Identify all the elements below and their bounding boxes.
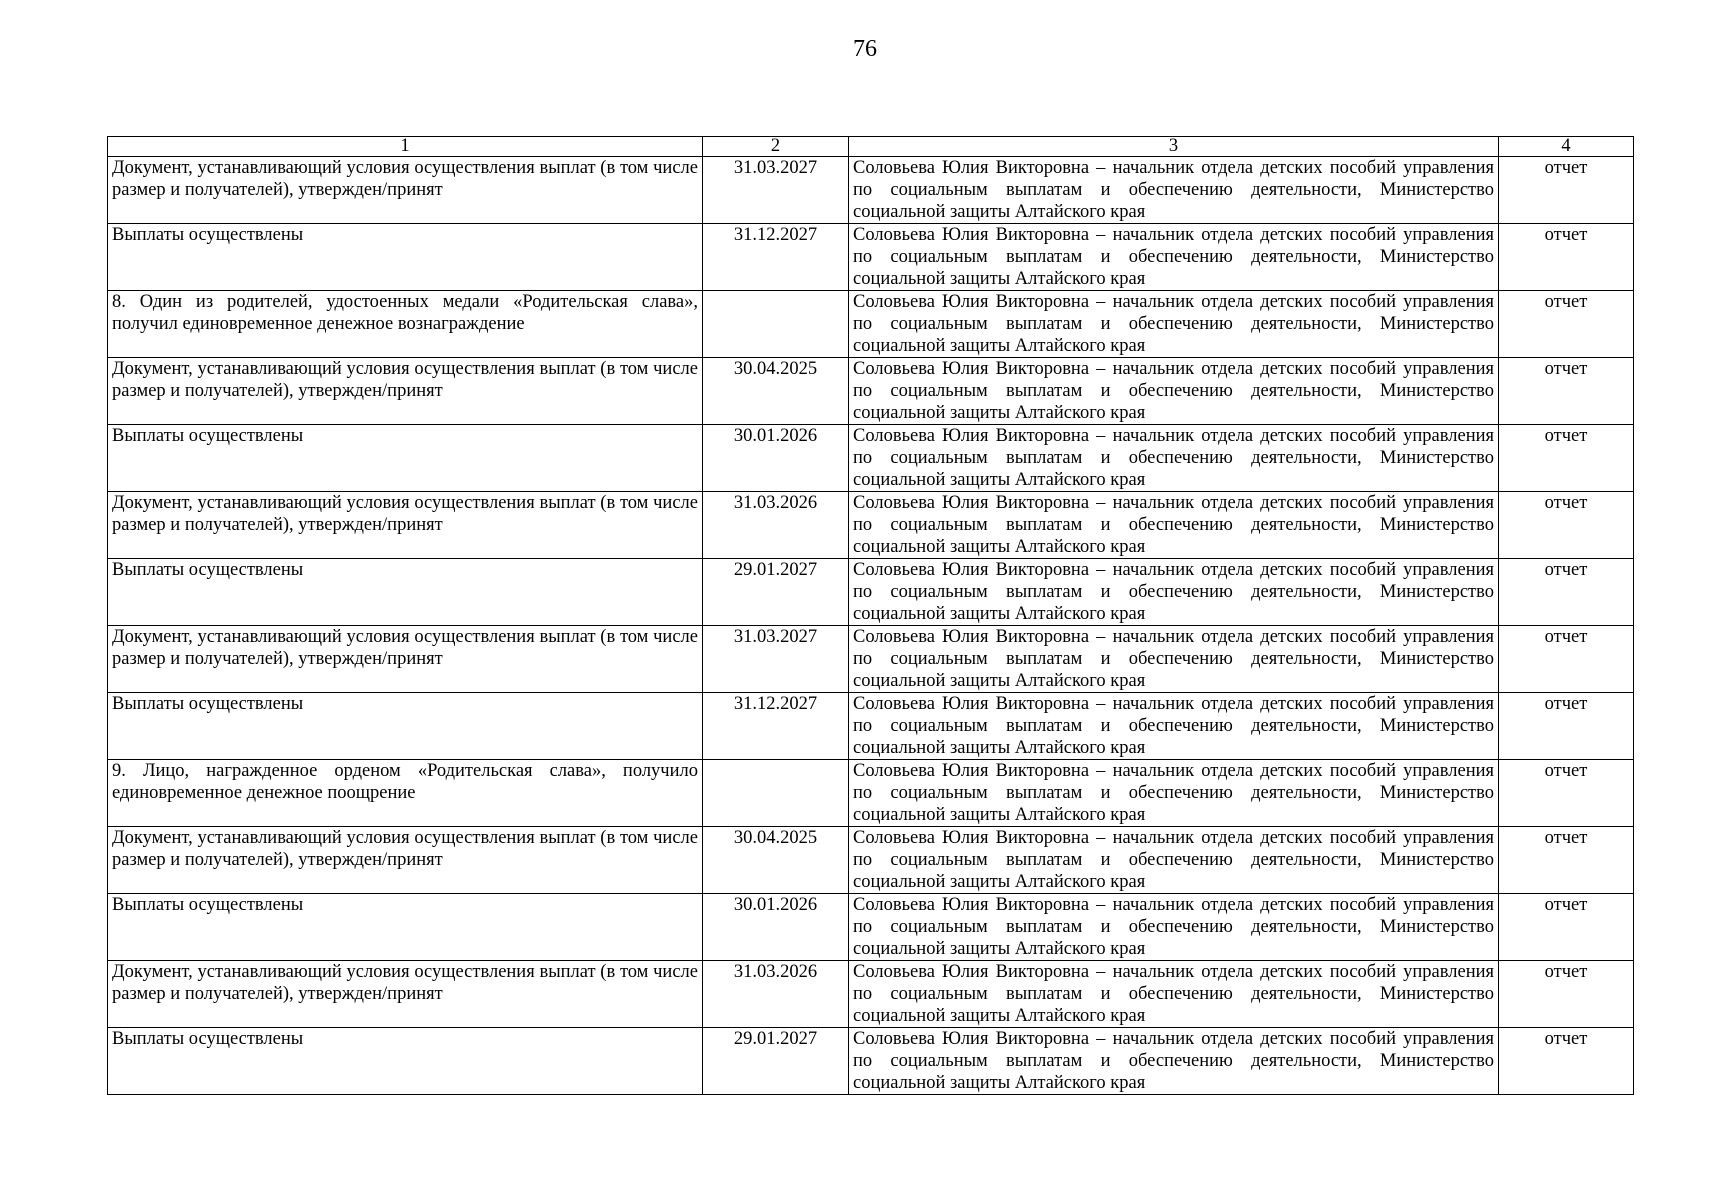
document-type-cell: отчет xyxy=(1499,760,1634,827)
document-type-cell: отчет xyxy=(1499,827,1634,894)
table-row xyxy=(108,693,1634,760)
page-number: 76 xyxy=(853,36,877,62)
table-row xyxy=(108,157,1634,224)
date-cell: 30.01.2026 xyxy=(703,894,849,961)
date-cell: 30.04.2025 xyxy=(703,827,849,894)
document-type-cell: отчет xyxy=(1499,224,1634,291)
responsible-cell: Соловьева Юлия Викторовна – начальник отдела детских пособий управления по социальным выплатам и обеспечению деятельности, Министерство социальной защиты Алтайского края xyxy=(849,492,1499,559)
column-header: 1 xyxy=(108,137,703,157)
table-row xyxy=(108,425,1634,492)
document-type-cell: отчет xyxy=(1499,1028,1634,1095)
event-cell: Выплаты осуществлены xyxy=(108,693,703,760)
document-type-cell: отчет xyxy=(1499,559,1634,626)
report-table xyxy=(107,136,1634,1095)
date-cell: 30.04.2025 xyxy=(703,358,849,425)
table-row xyxy=(108,894,1634,961)
event-cell: Документ, устанавливающий условия осуществления выплат (в том числе размер и получателей), утвержден/принят xyxy=(108,157,703,224)
column-header: 4 xyxy=(1499,137,1634,157)
event-cell: 8. Один из родителей, удостоенных медали «Родительская слава», получил единовременное денежное вознаграждение xyxy=(108,291,703,358)
date-cell: 31.03.2027 xyxy=(703,626,849,693)
document-type-cell: отчет xyxy=(1499,492,1634,559)
event-cell: Документ, устанавливающий условия осуществления выплат (в том числе размер и получателей), утвержден/принят xyxy=(108,961,703,1028)
document-type-cell: отчет xyxy=(1499,894,1634,961)
event-cell: Выплаты осуществлены xyxy=(108,559,703,626)
date-cell: 30.01.2026 xyxy=(703,425,849,492)
table-row xyxy=(108,358,1634,425)
responsible-cell: Соловьева Юлия Викторовна – начальник отдела детских пособий управления по социальным выплатам и обеспечению деятельности, Министерство социальной защиты Алтайского края xyxy=(849,693,1499,760)
column-header: 3 xyxy=(849,137,1499,157)
event-cell: Документ, устанавливающий условия осуществления выплат (в том числе размер и получателей), утвержден/принят xyxy=(108,626,703,693)
event-cell: Выплаты осуществлены xyxy=(108,1028,703,1095)
table-header-row xyxy=(108,137,1634,157)
table-row xyxy=(108,961,1634,1028)
column-header: 2 xyxy=(703,137,849,157)
document-type-cell: отчет xyxy=(1499,626,1634,693)
responsible-cell: Соловьева Юлия Викторовна – начальник отдела детских пособий управления по социальным выплатам и обеспечению деятельности, Министерство социальной защиты Алтайского края xyxy=(849,1028,1499,1095)
responsible-cell: Соловьева Юлия Викторовна – начальник отдела детских пособий управления по социальным выплатам и обеспечению деятельности, Министерство социальной защиты Алтайского края xyxy=(849,961,1499,1028)
date-cell: 31.03.2026 xyxy=(703,492,849,559)
document-type-cell: отчет xyxy=(1499,961,1634,1028)
responsible-cell: Соловьева Юлия Викторовна – начальник отдела детских пособий управления по социальным выплатам и обеспечению деятельности, Министерство социальной защиты Алтайского края xyxy=(849,559,1499,626)
document-type-cell: отчет xyxy=(1499,693,1634,760)
date-cell: 31.12.2027 xyxy=(703,693,849,760)
date-cell: 29.01.2027 xyxy=(703,1028,849,1095)
responsible-cell: Соловьева Юлия Викторовна – начальник отдела детских пособий управления по социальным выплатам и обеспечению деятельности, Министерство социальной защиты Алтайского края xyxy=(849,157,1499,224)
responsible-cell: Соловьева Юлия Викторовна – начальник отдела детских пособий управления по социальным выплатам и обеспечению деятельности, Министерство социальной защиты Алтайского края xyxy=(849,760,1499,827)
table-row xyxy=(108,291,1634,358)
table-row xyxy=(108,1028,1634,1095)
event-cell: Выплаты осуществлены xyxy=(108,224,703,291)
event-cell: Документ, устанавливающий условия осуществления выплат (в том числе размер и получателей), утвержден/принят xyxy=(108,492,703,559)
table-row xyxy=(108,626,1634,693)
responsible-cell: Соловьева Юлия Викторовна – начальник отдела детских пособий управления по социальным выплатам и обеспечению деятельности, Министерство социальной защиты Алтайского края xyxy=(849,425,1499,492)
date-cell xyxy=(703,291,849,358)
responsible-cell: Соловьева Юлия Викторовна – начальник отдела детских пособий управления по социальным выплатам и обеспечению деятельности, Министерство социальной защиты Алтайского края xyxy=(849,894,1499,961)
date-cell: 29.01.2027 xyxy=(703,559,849,626)
event-cell: Документ, устанавливающий условия осуществления выплат (в том числе размер и получателей), утвержден/принят xyxy=(108,827,703,894)
date-cell: 31.12.2027 xyxy=(703,224,849,291)
event-cell: Выплаты осуществлены xyxy=(108,894,703,961)
responsible-cell: Соловьева Юлия Викторовна – начальник отдела детских пособий управления по социальным выплатам и обеспечению деятельности, Министерство социальной защиты Алтайского края xyxy=(849,827,1499,894)
event-cell: Документ, устанавливающий условия осуществления выплат (в том числе размер и получателей), утвержден/принят xyxy=(108,358,703,425)
document-type-cell: отчет xyxy=(1499,425,1634,492)
table-row xyxy=(108,760,1634,827)
responsible-cell: Соловьева Юлия Викторовна – начальник отдела детских пособий управления по социальным выплатам и обеспечению деятельности, Министерство социальной защиты Алтайского края xyxy=(849,224,1499,291)
document-type-cell: отчет xyxy=(1499,358,1634,425)
date-cell xyxy=(703,760,849,827)
responsible-cell: Соловьева Юлия Викторовна – начальник отдела детских пособий управления по социальным выплатам и обеспечению деятельности, Министерство социальной защиты Алтайского края xyxy=(849,626,1499,693)
table-row xyxy=(108,559,1634,626)
date-cell: 31.03.2026 xyxy=(703,961,849,1028)
document-type-cell: отчет xyxy=(1499,157,1634,224)
document-type-cell: отчет xyxy=(1499,291,1634,358)
event-cell: Выплаты осуществлены xyxy=(108,425,703,492)
responsible-cell: Соловьева Юлия Викторовна – начальник отдела детских пособий управления по социальным выплатам и обеспечению деятельности, Министерство социальной защиты Алтайского края xyxy=(849,358,1499,425)
responsible-cell: Соловьева Юлия Викторовна – начальник отдела детских пособий управления по социальным выплатам и обеспечению деятельности, Министерство социальной защиты Алтайского края xyxy=(849,291,1499,358)
table-row xyxy=(108,492,1634,559)
table-row xyxy=(108,827,1634,894)
event-cell: 9. Лицо, награжденное орденом «Родительская слава», получило единовременное денежное поощрение xyxy=(108,760,703,827)
table-body xyxy=(108,157,1634,1095)
table-row xyxy=(108,224,1634,291)
date-cell: 31.03.2027 xyxy=(703,157,849,224)
